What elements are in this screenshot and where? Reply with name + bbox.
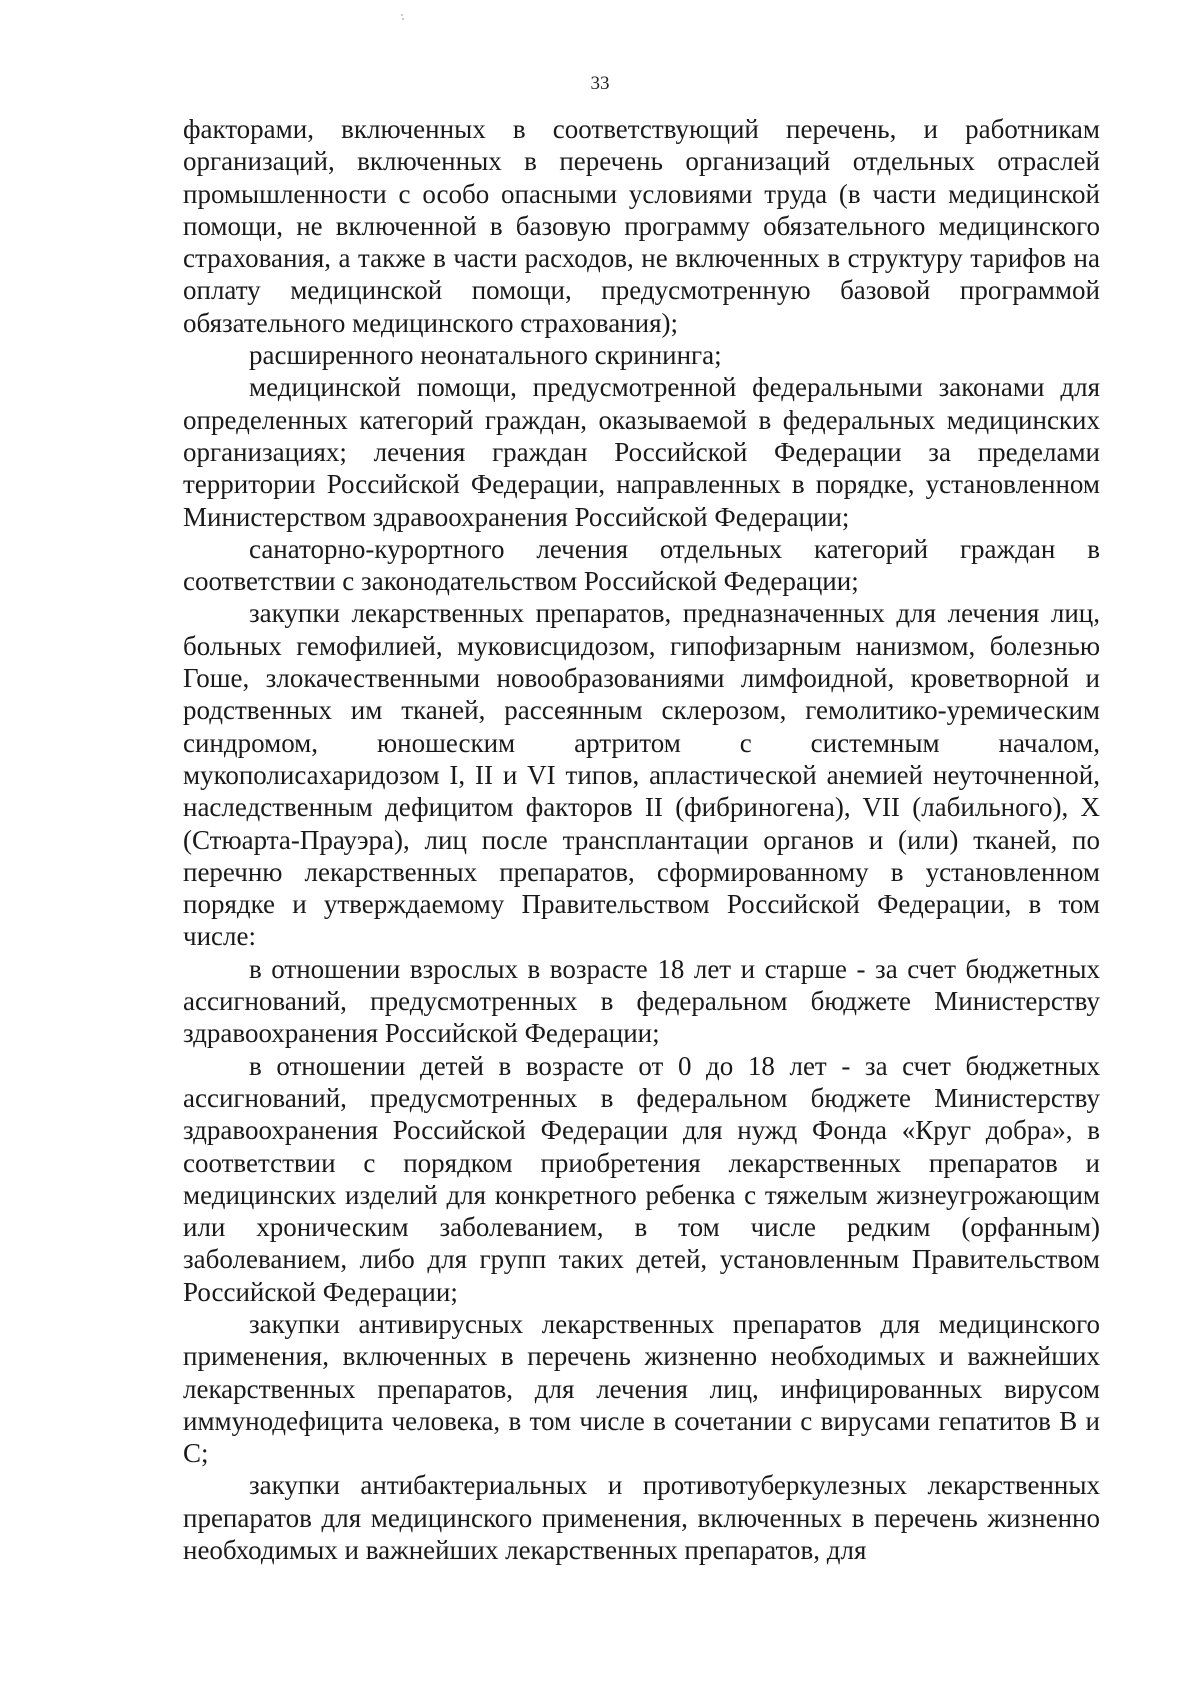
paragraph: закупки антивирусных лекарственных препаратов для медицинского применения, включенных в перечень жизненно необходимых и важнейших лекарственных препаратов, для лечения лиц, инфицированных вирусом иммунодефицита человека, в том числе в сочетании с вирусами гепатитов B и C;: [183, 1308, 1100, 1469]
paragraph: закупки антибактериальных и противотуберкулезных лекарственных препаратов для медицинского применения, включенных в перечень жизненно необходимых и важнейших лекарственных препаратов, для: [183, 1470, 1100, 1566]
paragraph: в отношении взрослых в возрасте 18 лет и старше - за счет бюджетных ассигнований, предусмотренных в федеральном бюджете Министерству здравоохранения Российской Федерации;: [183, 953, 1100, 1049]
page-number: 33: [590, 73, 610, 94]
document-body: [183, 113, 1100, 1566]
paragraph: санаторно-курортного лечения отдельных категорий граждан в соответствии с законодательством Российской Федерации;: [183, 533, 1100, 597]
scan-artifact: [402, 18, 404, 20]
paragraph: в отношении детей в возрасте от 0 до 18 лет - за счет бюджетных ассигнований, предусмотренных в федеральном бюджете Министерству здравоохранения Российской Федерации для нужд Фонда «Круг добра», в соответствии с порядком приобретения лекарственных препаратов и медицинских изделий для конкретного ребенка с тяжелым жизнеугрожающим или хроническим заболеванием, в том числе редким (орфанным) заболеванием, либо для групп таких детей, установленным Правительством Российской Федерации;: [183, 1050, 1100, 1307]
paragraph: факторами, включенных в соответствующий перечень, и работникам организаций, включенных в перечень организаций отдельных отраслей промышленности с особо опасными условиями труда (в части медицинской помощи, не включенной в базовую программу обязательного медицинского страхования, а также в части расходов, не включенных в структуру тарифов на оплату медицинской помощи, предусмотренную базовой программой обязательного медицинского страхования);: [183, 114, 1100, 338]
scan-artifact: [401, 14, 403, 16]
paragraph: медицинской помощи, предусмотренной федеральными законами для определенных категорий граждан, оказываемой в федеральных медицинских организациях; лечения граждан Российской Федерации за пределами территории Российской Федерации, направленных в порядке, установленном Министерством здравоохранения Российской Федерации;: [183, 372, 1100, 532]
paragraph: расширенного неонатального скрининга;: [249, 340, 722, 371]
paragraph: закупки лекарственных препаратов, предназначенных для лечения лиц, больных гемофилией, муковисцидозом, гипофизарным нанизмом, болезнью Гоше, злокачественными новообразованиями лимфоидной, кроветворной и родственных им тканей, рассеянным склерозом, гемолитико-уремическим синдромом, юношеским артритом с системным началом, мукополисахаридозом I, II и VI типов, апластической анемией неуточненной, наследственным дефицитом факторов II (фибриногена), VII (лабильного), X (Стюарта-Прауэра), лиц после трансплантации органов и (или) тканей, по перечню лекарственных препаратов, сформированному в установленном порядке и утверждаемому Правительством Российской Федерации, в том числе:: [183, 598, 1100, 952]
